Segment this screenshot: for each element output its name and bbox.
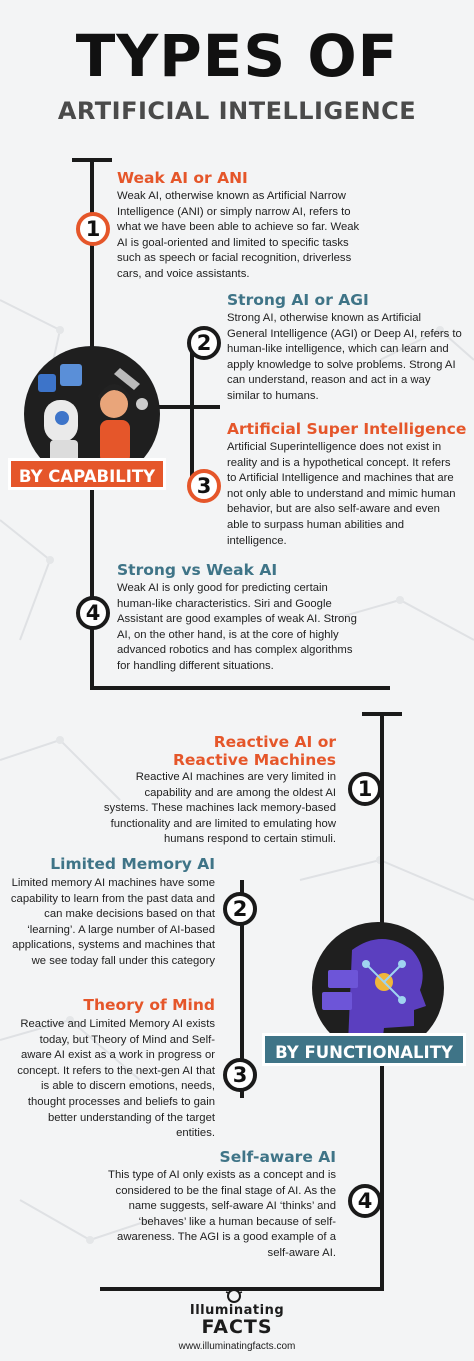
functionality-item-3-text: Reactive and Limited Memory AI exists today, but Theory of Mind and Self-aware AI exist as a work in progress or concept. It refers to the next-gen AI that is able to discern emotions, needs, thought processes and beliefs to gain better understanding of the target entities. [17, 1018, 215, 1140]
footer-url[interactable]: www.illuminatingfacts.com [178, 1341, 296, 1352]
capability-number-2: 2 [187, 326, 221, 360]
capability-number-4: 4 [76, 596, 110, 630]
capability-item-1-title: Weak AI or ANI [117, 169, 248, 187]
functionality-number-1: 1 [348, 772, 382, 806]
functionality-item-4-title: Self-aware AI [219, 1148, 336, 1166]
footer-brand-line1: Illuminating [189, 1303, 285, 1318]
main-title: TYPES OF [75, 22, 399, 90]
capability-item-3-title: Artificial Super Intelligence [227, 420, 467, 438]
functionality-item-4-text: This type of AI only exists as a concept and is considered to be the final stage of AI. As the name suggests, self-aware AI ‘thinks’ and ‘behaves’ like a human because of self-awareness. The AGI is a good example of a self-aware AI. [108, 1169, 336, 1259]
capability-item-1-text: Weak AI, otherwise known as Artificial Narrow Intelligence (ANI) or simply narrow AI, refers to what we have been able to achieve so far. Weak AI is goal-oriented and limited to specific tasks such as speech or facial recognition, driverless cars, and voice assistants. [117, 190, 360, 280]
functionality-item-1-title-line1: Reactive AI or [213, 733, 336, 751]
capability-item-3-text: Artificial Superintelligence does not exist in reality and is a hypothetical concept. It refers to Artificial Intelligence and machines that are not only able to understand and mimic human behavior, but are also self-aware and even able to surpass human abilities and intelligence. [227, 441, 456, 547]
capability-item-4-title: Strong vs Weak AI [117, 561, 278, 579]
capability-item-2-title: Strong AI or AGI [227, 291, 369, 309]
functionality-item-2-title: Limited Memory AI [50, 855, 215, 873]
capability-number-1: 1 [76, 212, 110, 246]
footer-brand-line2: FACTS [201, 1316, 273, 1338]
main-subtitle: ARTIFICIAL INTELLIGENCE [57, 97, 417, 125]
functionality-number-4: 4 [348, 1184, 382, 1218]
capability-item-4-text: Weak AI is only good for predicting certain human-like characteristics. Siri and Google Assistant are good examples of weak AI. Strong AI, on the other hand, is at the core of highly advanced robotics and has complex algorithms for handling different situations. [117, 582, 357, 672]
functionality-item-1-text: Reactive AI machines are very limited in capability and are among the oldest AI systems. These machines lack memory-based functionality and are limited to emulating how humans respond to certain stimuli. [103, 771, 336, 846]
functionality-badge: BY FUNCTIONALITY [262, 1033, 466, 1066]
functionality-item-3-title: Theory of Mind [83, 996, 215, 1014]
functionality-number-2: 2 [223, 892, 257, 926]
capability-item-2-text: Strong AI, otherwise known as Artificial General Intelligence (AGI) or Deep AI, refers to human-like intelligence, which can learn and apply knowledge to solve problems. Strong AI can understand, reason and act in a way similar to humans. [227, 312, 462, 402]
functionality-item-1-title-line2: Reactive Machines [172, 751, 336, 769]
lightbulb-icon [224, 1288, 244, 1304]
capability-bottom-line [90, 686, 390, 690]
capability-badge: BY CAPABILITY [8, 458, 166, 490]
capability-hub-line [190, 342, 194, 487]
functionality-number-3: 3 [223, 1058, 257, 1092]
functionality-item-2-text: Limited memory AI machines have some capability to learn from the past data and can make decisions based on that ‘learning’. A large number of AI-based applications, systems and machines that we see today fall under this category [10, 877, 215, 967]
capability-number-3: 3 [187, 469, 221, 503]
